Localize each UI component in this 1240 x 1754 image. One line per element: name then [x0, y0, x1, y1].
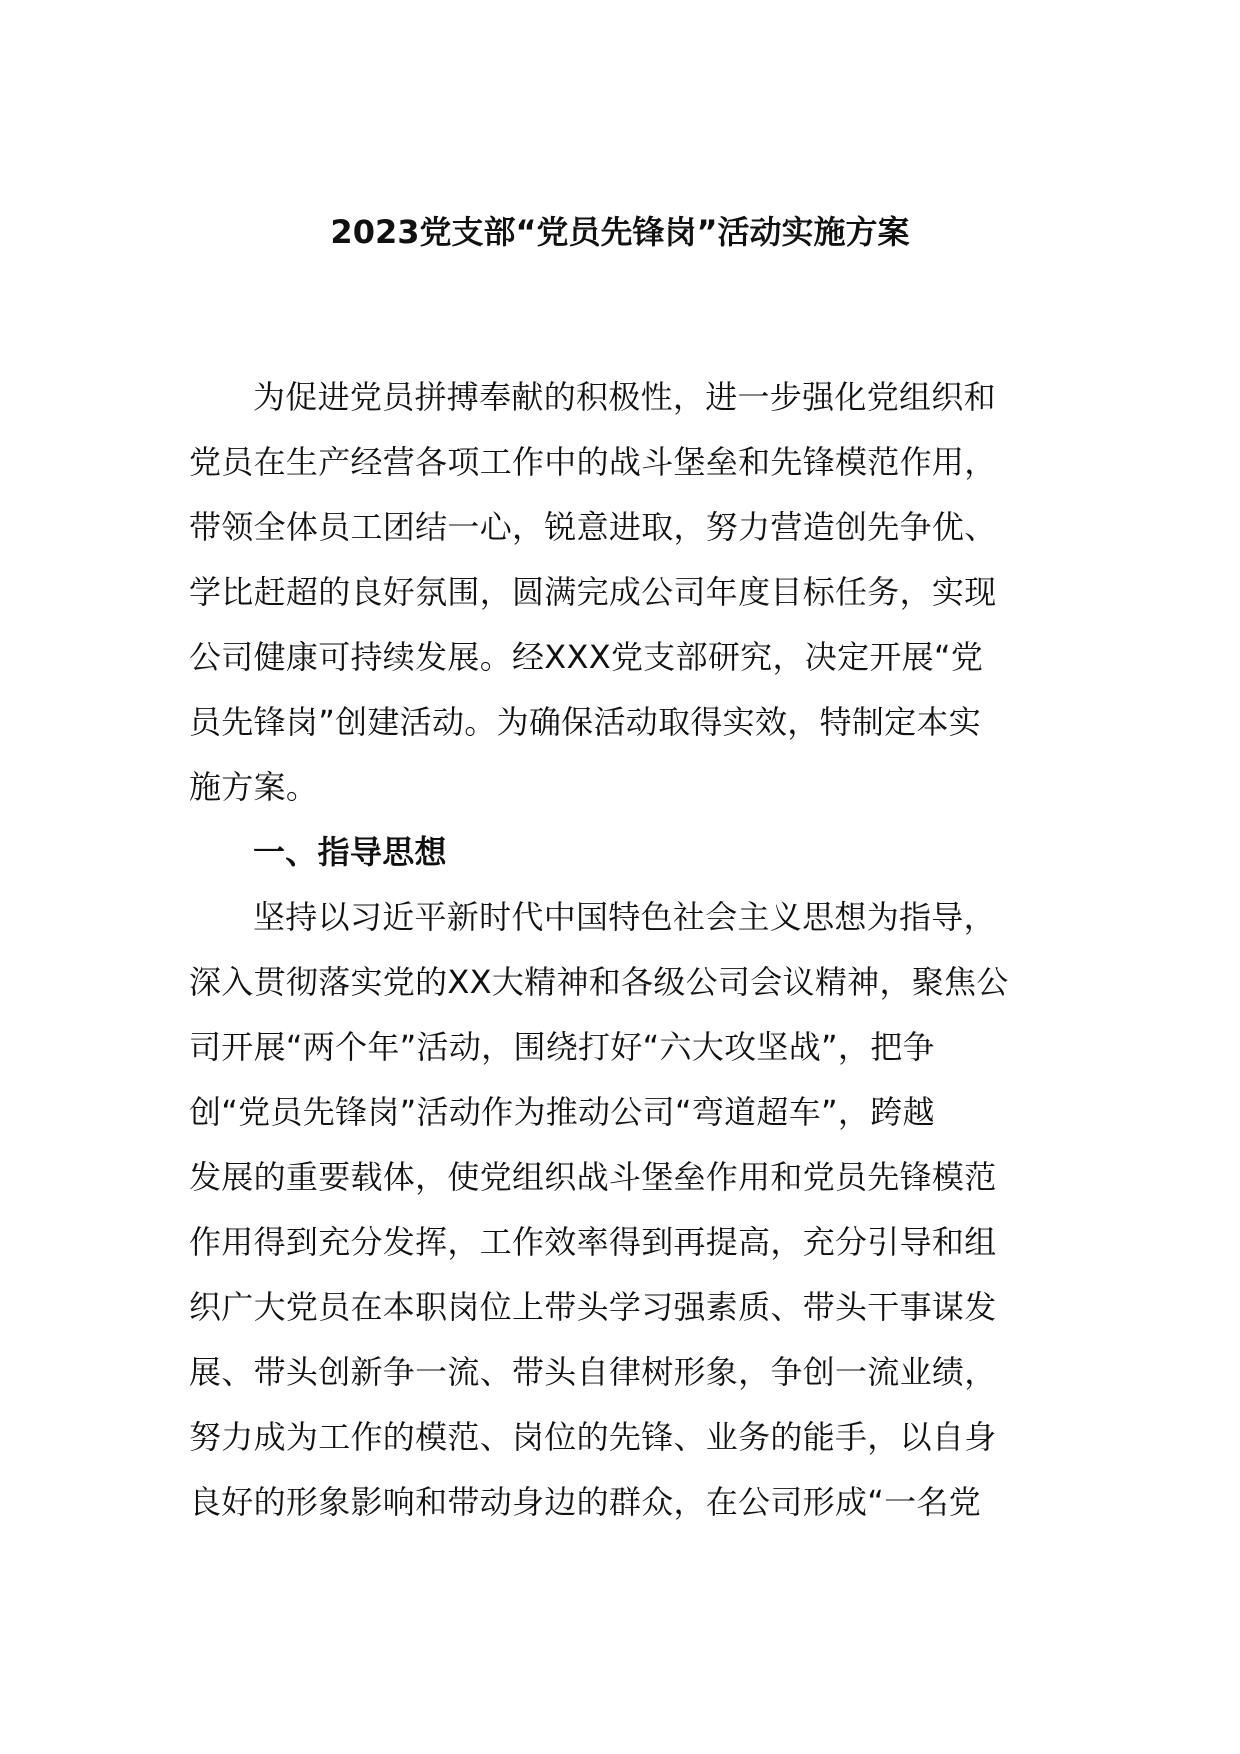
intro-paragraph-line: 学比赶超的良好氛围，圆满完成公司年度目标任务，实现 — [189, 573, 997, 611]
section-paragraph-line: 努力成为工作的模范、岗位的先锋、业务的能手，以自身 — [189, 1418, 997, 1456]
section-paragraph-line: 织广大党员在本职岗位上带头学习强素质、带头干事谋发 — [189, 1288, 997, 1326]
section-paragraph-line: 展、带头创新争一流、带头自律树形象，争创一流业绩， — [189, 1353, 997, 1391]
intro-paragraph-line: 带领全体员工团结一心，锐意进取，努力营造创先争优、 — [189, 508, 997, 546]
intro-paragraph-line: 员先锋岗”创建活动。为确保活动取得实效，特制定本实 — [189, 703, 982, 741]
intro-paragraph-line: 公司健康可持续发展。经XXX党支部研究，决定开展“党 — [189, 638, 984, 676]
section-paragraph-line: 作用得到充分发挥，工作效率得到再提高，充分引导和组 — [189, 1223, 997, 1261]
section-paragraph-line: 坚持以习近平新时代中国特色社会主义思想为指导， — [253, 898, 996, 936]
intro-paragraph-line: 为促进党员拼搏奉献的积极性，进一步强化党组织和 — [253, 378, 996, 416]
section-paragraph-line: 司开展“两个年”活动，围绕打好“六大攻坚战”，把争 — [189, 1028, 935, 1066]
document-body — [189, 365, 1059, 1535]
section-paragraph-line: 良好的形象影响和带动身边的群众，在公司形成“一名党 — [189, 1483, 982, 1521]
section-heading: 一、指导思想 — [253, 833, 447, 871]
intro-paragraph-line: 党员在生产经营各项工作中的战斗堡垒和先锋模范作用， — [189, 443, 997, 481]
section-paragraph-line: 深入贯彻落实党的XX大精神和各级公司会议精神，聚焦公 — [189, 963, 1009, 1001]
section-paragraph-line: 创“党员先锋岗”活动作为推动公司“弯道超车”，跨越 — [189, 1093, 935, 1131]
section-paragraph-line: 发展的重要载体，使党组织战斗堡垒作用和党员先锋模范 — [189, 1158, 997, 1196]
document-title: 2023党支部“党员先锋岗”活动实施方案 — [330, 213, 910, 251]
intro-paragraph-line: 施方案。 — [189, 768, 319, 806]
